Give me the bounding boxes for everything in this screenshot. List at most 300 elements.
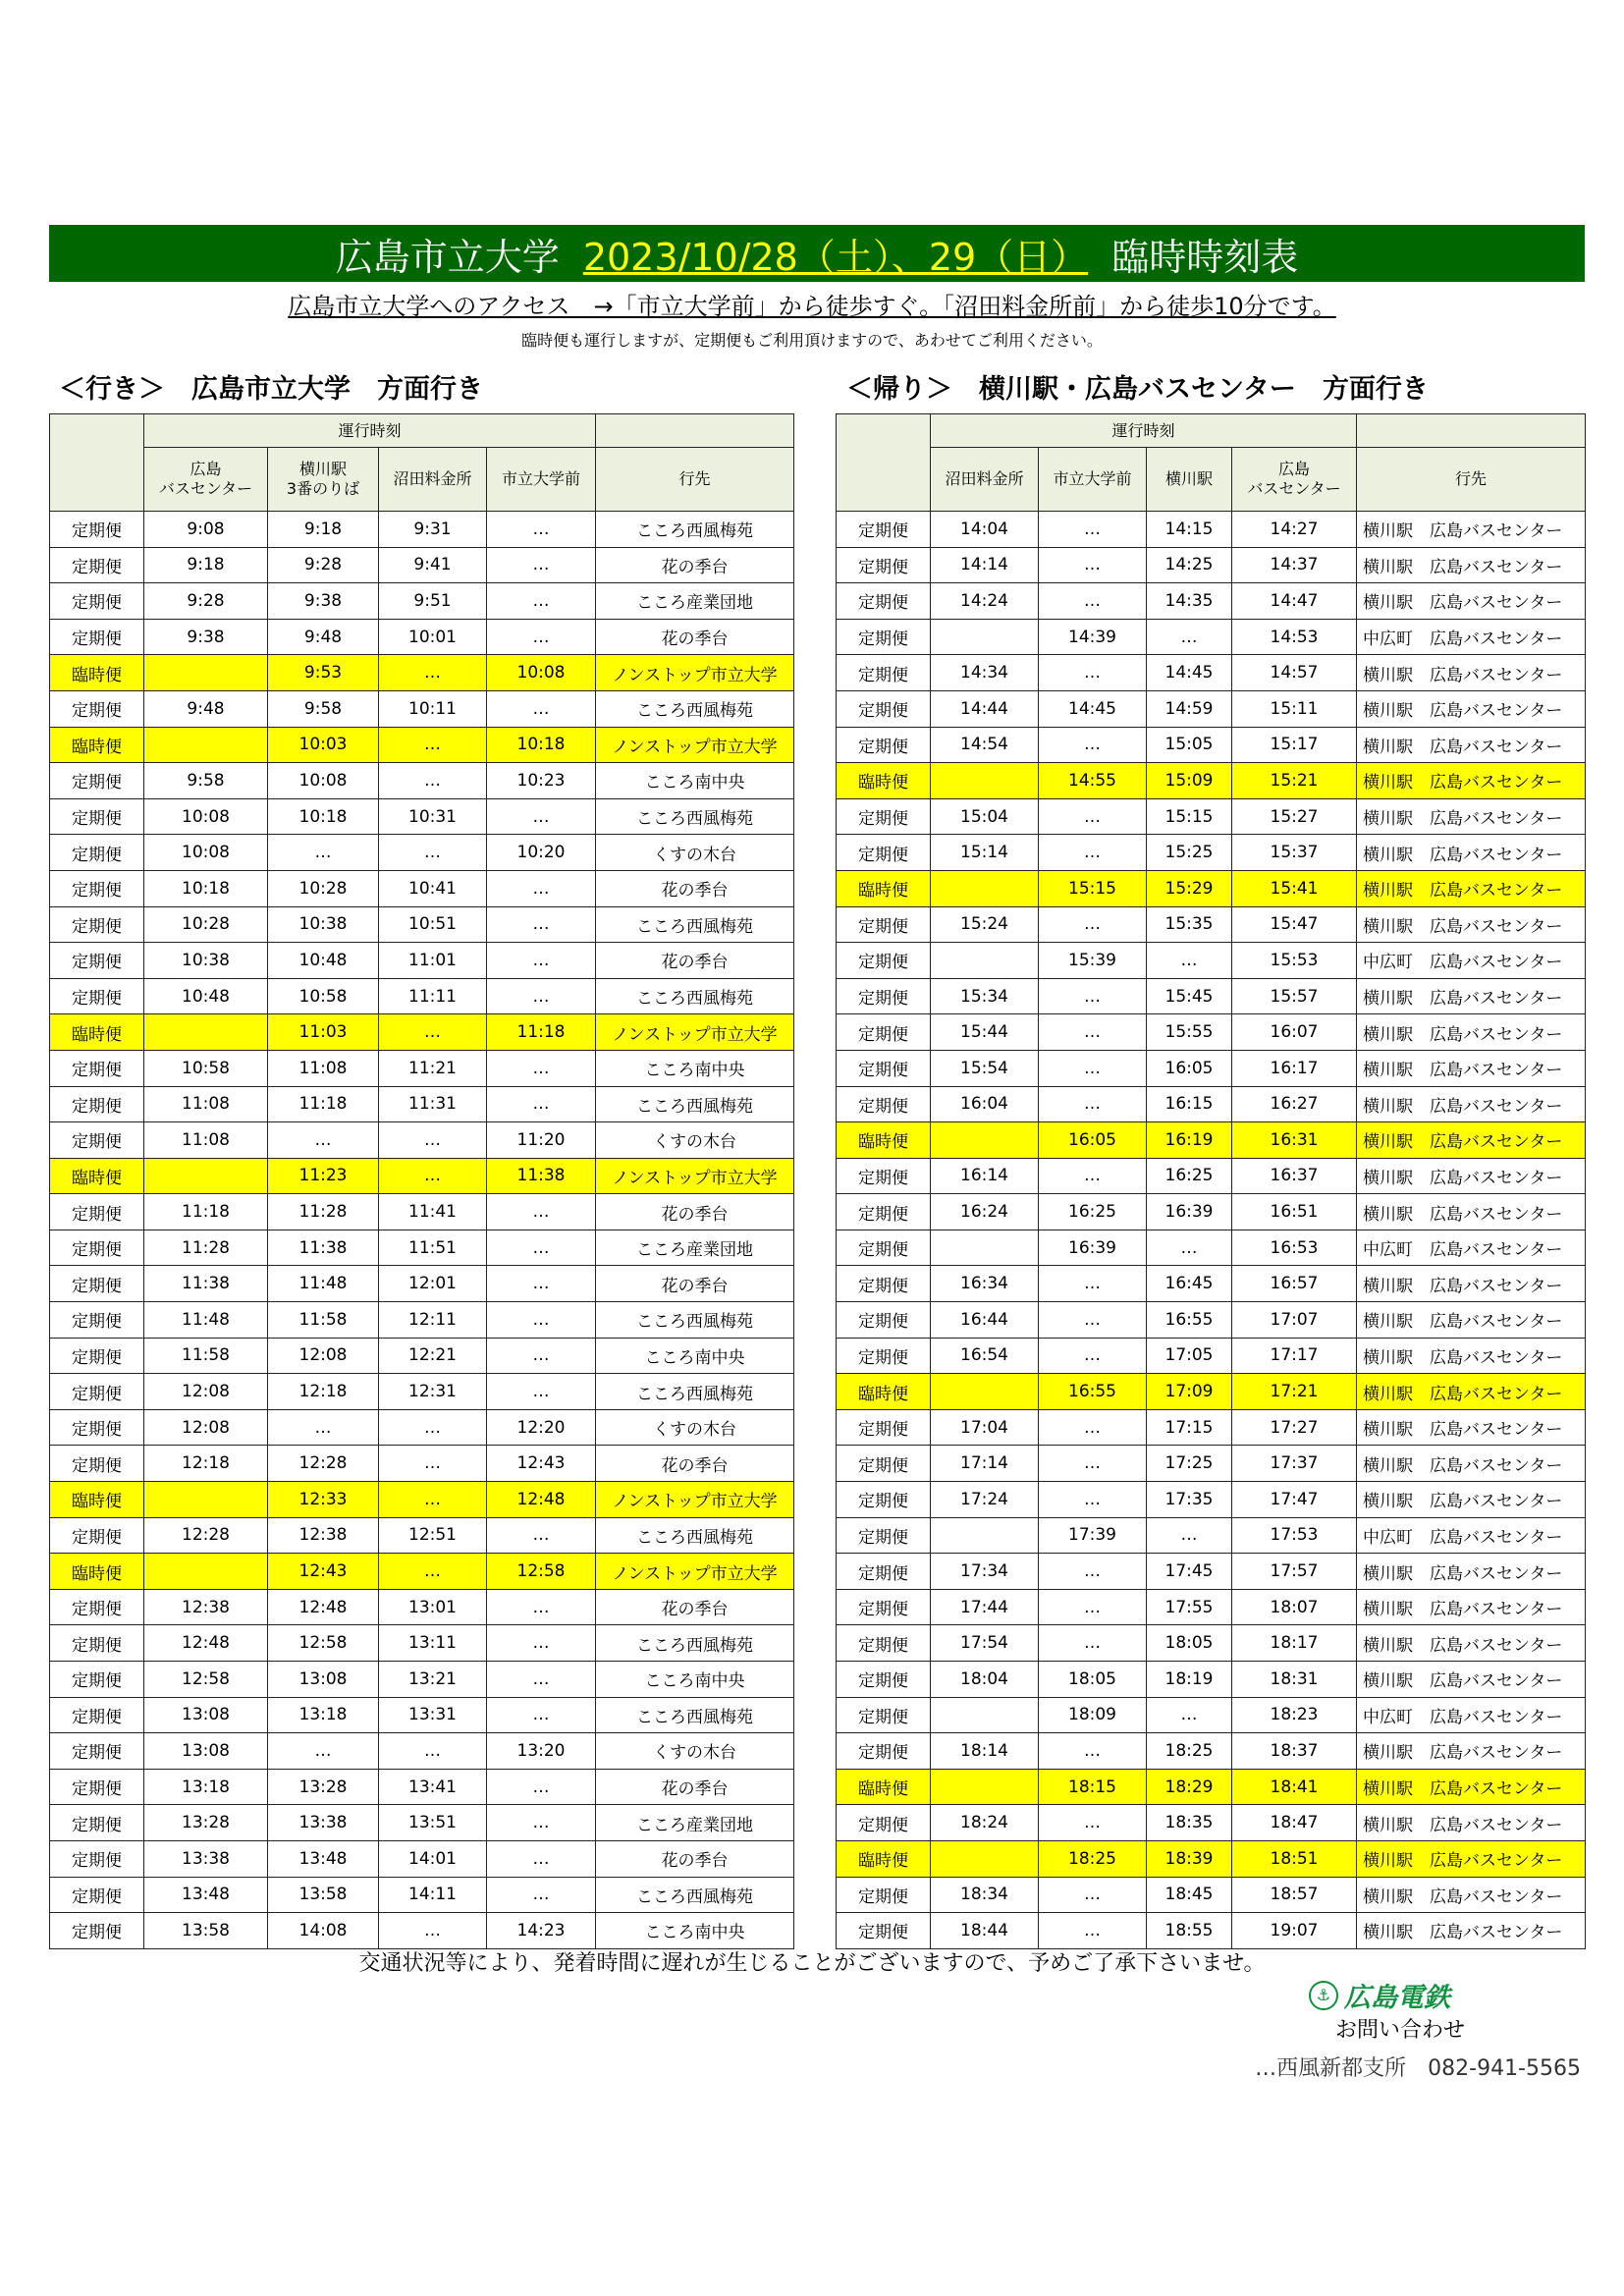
time-cell: 15:24 xyxy=(931,906,1039,943)
time-cell: … xyxy=(1039,1877,1147,1913)
time-cell: … xyxy=(1039,1913,1147,1949)
service-type: 定期便 xyxy=(50,978,144,1014)
destination: 横川駅 広島バスセンター xyxy=(1357,1409,1586,1446)
time-cell: … xyxy=(487,1769,596,1805)
time-cell: 16:34 xyxy=(931,1266,1039,1302)
time-cell xyxy=(931,763,1039,799)
time-cell: 12:20 xyxy=(487,1409,596,1446)
table-row xyxy=(837,1805,1586,1841)
time-cell: 16:39 xyxy=(1039,1230,1147,1266)
time-cell: … xyxy=(1147,1517,1232,1554)
time-cell: 12:08 xyxy=(268,1338,379,1374)
title-suffix: 臨時時刻表 xyxy=(1111,235,1299,279)
group-header: 運行時刻 xyxy=(931,414,1357,448)
time-cell: 12:48 xyxy=(487,1482,596,1518)
destination: ノンストップ市立大学 xyxy=(596,1014,794,1051)
time-cell: … xyxy=(487,690,596,727)
service-type: 定期便 xyxy=(837,1409,931,1446)
destination: 横川駅 広島バスセンター xyxy=(1357,512,1586,548)
time-cell: … xyxy=(487,1194,596,1230)
destination: くすの木台 xyxy=(596,835,794,871)
service-type: 定期便 xyxy=(837,1086,931,1122)
time-cell: 15:39 xyxy=(1039,943,1147,979)
time-cell xyxy=(931,619,1039,655)
time-cell: 15:54 xyxy=(931,1050,1039,1086)
destination: こころ西風梅苑 xyxy=(596,690,794,727)
time-cell: 18:51 xyxy=(1232,1840,1357,1877)
table-row xyxy=(50,978,794,1014)
time-cell: 15:27 xyxy=(1232,798,1357,835)
time-cell: 12:51 xyxy=(379,1517,487,1554)
table-row xyxy=(50,943,794,979)
time-cell: 10:11 xyxy=(379,690,487,727)
table-row xyxy=(837,1409,1586,1446)
table-row xyxy=(837,655,1586,691)
time-cell: 10:18 xyxy=(144,870,268,906)
time-cell: 13:58 xyxy=(268,1877,379,1913)
destination: 横川駅 広島バスセンター xyxy=(1357,547,1586,583)
destination: 中広町 広島バスセンター xyxy=(1357,1517,1586,1554)
time-cell: … xyxy=(379,1409,487,1446)
destination: 花の季台 xyxy=(596,870,794,906)
time-cell: … xyxy=(487,1805,596,1841)
time-cell: 13:21 xyxy=(379,1662,487,1698)
time-cell: 10:20 xyxy=(487,835,596,871)
destination: 中広町 広島バスセンター xyxy=(1357,619,1586,655)
time-cell: 10:08 xyxy=(144,798,268,835)
time-cell: 14:45 xyxy=(1039,690,1147,727)
time-cell: 15:11 xyxy=(1232,690,1357,727)
time-cell: 11:58 xyxy=(144,1338,268,1374)
time-cell: 12:58 xyxy=(144,1662,268,1698)
time-cell: … xyxy=(379,1554,487,1590)
service-type: 定期便 xyxy=(50,1913,144,1949)
time-cell: 15:34 xyxy=(931,978,1039,1014)
destination: 横川駅 広島バスセンター xyxy=(1357,1913,1586,1949)
time-cell: 15:35 xyxy=(1147,906,1232,943)
time-cell: 12:28 xyxy=(268,1446,379,1482)
service-type: 定期便 xyxy=(837,1877,931,1913)
title-date: 2023/10/28（土）、29（日） xyxy=(582,235,1089,279)
inbound-heading: ＜帰り＞ 横川駅・広島バスセンター 方面行き xyxy=(846,374,1429,405)
time-cell: 14:44 xyxy=(931,690,1039,727)
table-row xyxy=(50,1554,794,1590)
destination: 花の季台 xyxy=(596,1446,794,1482)
table-row xyxy=(837,1194,1586,1230)
service-type: 定期便 xyxy=(837,1482,931,1518)
table-row xyxy=(50,547,794,583)
time-cell: 14:45 xyxy=(1147,655,1232,691)
hiroden-logo: ⚓ 広島電鉄 xyxy=(1309,1976,1450,2014)
time-cell: 11:28 xyxy=(268,1194,379,1230)
service-type: 定期便 xyxy=(50,835,144,871)
table-row xyxy=(837,690,1586,727)
service-type: 定期便 xyxy=(837,655,931,691)
time-cell: 14:08 xyxy=(268,1913,379,1949)
time-cell: 11:08 xyxy=(144,1086,268,1122)
time-cell: 14:47 xyxy=(1232,583,1357,620)
destination: 花の季台 xyxy=(596,619,794,655)
service-type: 臨時便 xyxy=(50,1158,144,1194)
time-cell: 13:08 xyxy=(144,1697,268,1733)
time-cell: 17:05 xyxy=(1147,1338,1232,1374)
time-cell: 16:51 xyxy=(1232,1194,1357,1230)
time-cell: 12:31 xyxy=(379,1374,487,1410)
destination: こころ西風梅苑 xyxy=(596,978,794,1014)
time-cell: … xyxy=(1039,655,1147,691)
service-type: 定期便 xyxy=(837,1302,931,1339)
table-row xyxy=(50,798,794,835)
time-cell: … xyxy=(487,1625,596,1662)
table-row xyxy=(837,727,1586,763)
time-cell: 18:19 xyxy=(1147,1662,1232,1698)
time-cell xyxy=(144,727,268,763)
service-type: 定期便 xyxy=(50,1122,144,1159)
table-row xyxy=(50,1517,794,1554)
time-cell: 15:15 xyxy=(1039,870,1147,906)
time-cell: 16:55 xyxy=(1039,1374,1147,1410)
service-type: 定期便 xyxy=(50,1374,144,1410)
time-cell: 13:18 xyxy=(144,1769,268,1805)
title-bar xyxy=(49,225,1585,282)
time-cell: 14:53 xyxy=(1232,619,1357,655)
table-row xyxy=(50,1482,794,1518)
service-type: 定期便 xyxy=(50,906,144,943)
destination: ノンストップ市立大学 xyxy=(596,1158,794,1194)
time-cell: 10:51 xyxy=(379,906,487,943)
time-cell: … xyxy=(487,1877,596,1913)
table-row xyxy=(837,1338,1586,1374)
destination: 中広町 広島バスセンター xyxy=(1357,1697,1586,1733)
service-type: 臨時便 xyxy=(837,1769,931,1805)
time-cell: 18:17 xyxy=(1232,1625,1357,1662)
time-cell: 18:04 xyxy=(931,1662,1039,1698)
time-cell: 16:14 xyxy=(931,1158,1039,1194)
service-type: 臨時便 xyxy=(50,1482,144,1518)
time-cell: … xyxy=(379,1122,487,1159)
service-type: 定期便 xyxy=(50,870,144,906)
time-cell: 10:28 xyxy=(268,870,379,906)
destination: こころ南中央 xyxy=(596,1662,794,1698)
service-type: 定期便 xyxy=(50,1697,144,1733)
column-header: 沼田料金所 xyxy=(379,448,487,512)
table-row xyxy=(837,943,1586,979)
table-row xyxy=(837,1122,1586,1159)
table-row xyxy=(50,1662,794,1698)
table-row xyxy=(50,1877,794,1913)
table-row xyxy=(50,690,794,727)
destination: 横川駅 広島バスセンター xyxy=(1357,1194,1586,1230)
time-cell: 17:25 xyxy=(1147,1446,1232,1482)
destination: 横川駅 広島バスセンター xyxy=(1357,1122,1586,1159)
destination: くすの木台 xyxy=(596,1733,794,1770)
destination: 横川駅 広島バスセンター xyxy=(1357,1086,1586,1122)
time-cell: 11:18 xyxy=(487,1014,596,1051)
table-row xyxy=(50,1338,794,1374)
time-cell: … xyxy=(487,583,596,620)
time-cell: 13:51 xyxy=(379,1805,487,1841)
time-cell: 11:03 xyxy=(268,1014,379,1051)
time-cell: … xyxy=(268,1409,379,1446)
time-cell: … xyxy=(1039,835,1147,871)
time-cell: 17:17 xyxy=(1232,1338,1357,1374)
destination: 横川駅 広島バスセンター xyxy=(1357,690,1586,727)
blank-header xyxy=(1357,414,1586,448)
table-row xyxy=(50,1050,794,1086)
destination: こころ産業団地 xyxy=(596,583,794,620)
service-type: 定期便 xyxy=(837,1014,931,1051)
service-type: 定期便 xyxy=(837,1517,931,1554)
time-cell: 9:08 xyxy=(144,512,268,548)
table-row xyxy=(837,1517,1586,1554)
time-cell: 11:08 xyxy=(268,1050,379,1086)
time-cell: 14:34 xyxy=(931,655,1039,691)
time-cell: 16:39 xyxy=(1147,1194,1232,1230)
note: 臨時便も運行しますが、定期便もご利用頂けますので、あわせてご利用ください。 xyxy=(521,331,1103,350)
time-cell: … xyxy=(1039,1014,1147,1051)
time-cell: … xyxy=(1039,798,1147,835)
inbound-timetable xyxy=(836,413,1586,1949)
time-cell: 16:31 xyxy=(1232,1122,1357,1159)
time-cell: 15:47 xyxy=(1232,906,1357,943)
destination: 横川駅 広島バスセンター xyxy=(1357,798,1586,835)
table-row xyxy=(837,1589,1586,1625)
time-cell: 10:08 xyxy=(487,655,596,691)
time-cell: 10:18 xyxy=(268,798,379,835)
service-type: 定期便 xyxy=(837,1733,931,1770)
table-row xyxy=(837,1446,1586,1482)
time-cell: 9:58 xyxy=(268,690,379,727)
time-cell: 13:48 xyxy=(144,1877,268,1913)
time-cell xyxy=(931,1517,1039,1554)
service-type: 定期便 xyxy=(50,619,144,655)
time-cell: 11:28 xyxy=(144,1230,268,1266)
table-row xyxy=(837,906,1586,943)
time-cell: 18:09 xyxy=(1039,1697,1147,1733)
time-cell: … xyxy=(487,906,596,943)
destination: こころ西風梅苑 xyxy=(596,1697,794,1733)
time-cell: 16:25 xyxy=(1147,1158,1232,1194)
time-cell: 11:38 xyxy=(268,1230,379,1266)
time-cell: … xyxy=(379,1482,487,1518)
table-row xyxy=(837,1302,1586,1339)
time-cell: 14:59 xyxy=(1147,690,1232,727)
column-header: 広島 バスセンター xyxy=(1232,448,1357,512)
time-cell: 15:17 xyxy=(1232,727,1357,763)
time-cell: 15:21 xyxy=(1232,763,1357,799)
time-cell: 17:07 xyxy=(1232,1302,1357,1339)
table-row xyxy=(837,583,1586,620)
service-type: 定期便 xyxy=(50,943,144,979)
time-cell: 10:48 xyxy=(144,978,268,1014)
time-cell: … xyxy=(487,1230,596,1266)
time-cell: 17:57 xyxy=(1232,1554,1357,1590)
destination: 中広町 広島バスセンター xyxy=(1357,1230,1586,1266)
hiroden-logo-icon: ⚓ xyxy=(1309,1981,1338,2010)
destination: 横川駅 広島バスセンター xyxy=(1357,1840,1586,1877)
service-type: 定期便 xyxy=(837,1158,931,1194)
destination: こころ西風梅苑 xyxy=(596,512,794,548)
time-cell: … xyxy=(1039,1733,1147,1770)
time-cell: 15:53 xyxy=(1232,943,1357,979)
time-cell: 10:23 xyxy=(487,763,596,799)
time-cell: 14:04 xyxy=(931,512,1039,548)
time-cell: … xyxy=(268,1733,379,1770)
column-header: 行先 xyxy=(596,448,794,512)
table-row xyxy=(50,1446,794,1482)
destination: 横川駅 広島バスセンター xyxy=(1357,583,1586,620)
time-cell: … xyxy=(1147,1230,1232,1266)
time-cell: 15:05 xyxy=(1147,727,1232,763)
time-cell xyxy=(931,1697,1039,1733)
table-row xyxy=(837,1014,1586,1051)
table-row xyxy=(50,1840,794,1877)
destination: 花の季台 xyxy=(596,1840,794,1877)
destination: こころ西風梅苑 xyxy=(596,1625,794,1662)
time-cell: 17:21 xyxy=(1232,1374,1357,1410)
time-cell: … xyxy=(379,655,487,691)
table-row xyxy=(837,1230,1586,1266)
table-row xyxy=(50,1913,794,1949)
outbound-timetable xyxy=(49,413,794,1949)
service-type: 定期便 xyxy=(50,1517,144,1554)
time-cell: 17:27 xyxy=(1232,1409,1357,1446)
time-cell: … xyxy=(1039,1805,1147,1841)
service-type: 臨時便 xyxy=(50,727,144,763)
time-cell: 17:09 xyxy=(1147,1374,1232,1410)
destination: 横川駅 広島バスセンター xyxy=(1357,655,1586,691)
time-cell: 17:37 xyxy=(1232,1446,1357,1482)
time-cell: 16:45 xyxy=(1147,1266,1232,1302)
service-type: 定期便 xyxy=(50,583,144,620)
time-cell: … xyxy=(487,798,596,835)
time-cell: 18:14 xyxy=(931,1733,1039,1770)
time-cell: 12:18 xyxy=(144,1446,268,1482)
time-cell: 14:11 xyxy=(379,1877,487,1913)
destination: こころ西風梅苑 xyxy=(596,906,794,943)
time-cell: 10:58 xyxy=(144,1050,268,1086)
time-cell: 13:18 xyxy=(268,1697,379,1733)
time-cell: 10:28 xyxy=(144,906,268,943)
table-row xyxy=(837,1374,1586,1410)
destination: ノンストップ市立大学 xyxy=(596,655,794,691)
time-cell: 16:17 xyxy=(1232,1050,1357,1086)
time-cell: 14:55 xyxy=(1039,763,1147,799)
time-cell: 15:45 xyxy=(1147,978,1232,1014)
table-row xyxy=(837,1840,1586,1877)
time-cell: 16:19 xyxy=(1147,1122,1232,1159)
table-row xyxy=(837,1554,1586,1590)
time-cell: 16:05 xyxy=(1039,1122,1147,1159)
destination: 横川駅 広島バスセンター xyxy=(1357,1805,1586,1841)
time-cell: 18:07 xyxy=(1232,1589,1357,1625)
time-cell: 12:01 xyxy=(379,1266,487,1302)
time-cell: 9:58 xyxy=(144,763,268,799)
column-header: 沼田料金所 xyxy=(931,448,1039,512)
destination: 横川駅 広島バスセンター xyxy=(1357,1338,1586,1374)
time-cell: 18:05 xyxy=(1039,1662,1147,1698)
service-type: 定期便 xyxy=(837,1338,931,1374)
time-cell: … xyxy=(1147,1697,1232,1733)
time-cell: 15:57 xyxy=(1232,978,1357,1014)
time-cell: … xyxy=(1039,1086,1147,1122)
time-cell: … xyxy=(1039,547,1147,583)
destination: こころ西風梅苑 xyxy=(596,798,794,835)
time-cell: 9:51 xyxy=(379,583,487,620)
service-type: 定期便 xyxy=(837,727,931,763)
table-row xyxy=(50,1014,794,1051)
time-cell: 17:54 xyxy=(931,1625,1039,1662)
destination: こころ南中央 xyxy=(596,763,794,799)
service-type: 定期便 xyxy=(837,1805,931,1841)
service-type: 臨時便 xyxy=(50,1554,144,1590)
destination: 横川駅 広島バスセンター xyxy=(1357,978,1586,1014)
time-cell: 11:18 xyxy=(144,1194,268,1230)
time-cell: 12:21 xyxy=(379,1338,487,1374)
time-cell: 18:44 xyxy=(931,1913,1039,1949)
time-cell: … xyxy=(1147,619,1232,655)
destination: こころ西風梅苑 xyxy=(596,1302,794,1339)
table-row xyxy=(50,1194,794,1230)
time-cell: 13:01 xyxy=(379,1589,487,1625)
service-type: 定期便 xyxy=(50,1409,144,1446)
table-row xyxy=(50,1589,794,1625)
time-cell: 14:54 xyxy=(931,727,1039,763)
destination: こころ西風梅苑 xyxy=(596,1877,794,1913)
time-cell: 15:14 xyxy=(931,835,1039,871)
time-cell: 14:14 xyxy=(931,547,1039,583)
destination: こころ産業団地 xyxy=(596,1230,794,1266)
time-cell: 12:48 xyxy=(268,1589,379,1625)
time-cell: 13:38 xyxy=(144,1840,268,1877)
table-row xyxy=(50,763,794,799)
time-cell: 18:39 xyxy=(1147,1840,1232,1877)
time-cell: … xyxy=(1039,583,1147,620)
time-cell: 18:35 xyxy=(1147,1805,1232,1841)
service-type: 定期便 xyxy=(50,1589,144,1625)
time-cell: … xyxy=(1039,1409,1147,1446)
time-cell: 17:39 xyxy=(1039,1517,1147,1554)
service-type: 臨時便 xyxy=(837,1374,931,1410)
time-cell: 16:53 xyxy=(1232,1230,1357,1266)
time-cell: 11:38 xyxy=(144,1266,268,1302)
destination: 横川駅 広島バスセンター xyxy=(1357,1554,1586,1590)
service-type: 臨時便 xyxy=(837,763,931,799)
destination: 花の季台 xyxy=(596,1589,794,1625)
destination: 横川駅 広島バスセンター xyxy=(1357,1625,1586,1662)
time-cell: 12:58 xyxy=(487,1554,596,1590)
service-type: 臨時便 xyxy=(50,655,144,691)
table-row xyxy=(50,1697,794,1733)
time-cell: 13:41 xyxy=(379,1769,487,1805)
column-header: 横川駅 xyxy=(1147,448,1232,512)
destination: こころ南中央 xyxy=(596,1338,794,1374)
time-cell: 14:15 xyxy=(1147,512,1232,548)
time-cell: … xyxy=(1147,943,1232,979)
time-cell: 14:35 xyxy=(1147,583,1232,620)
destination: 横川駅 広島バスセンター xyxy=(1357,1374,1586,1410)
time-cell: … xyxy=(487,1050,596,1086)
time-cell: … xyxy=(1039,727,1147,763)
time-cell: 17:44 xyxy=(931,1589,1039,1625)
time-cell: 12:38 xyxy=(268,1517,379,1554)
time-cell: 11:18 xyxy=(268,1086,379,1122)
service-type: 定期便 xyxy=(50,1769,144,1805)
time-cell xyxy=(931,943,1039,979)
time-cell: … xyxy=(1039,1625,1147,1662)
destination: 横川駅 広島バスセンター xyxy=(1357,1446,1586,1482)
time-cell: 12:43 xyxy=(487,1446,596,1482)
